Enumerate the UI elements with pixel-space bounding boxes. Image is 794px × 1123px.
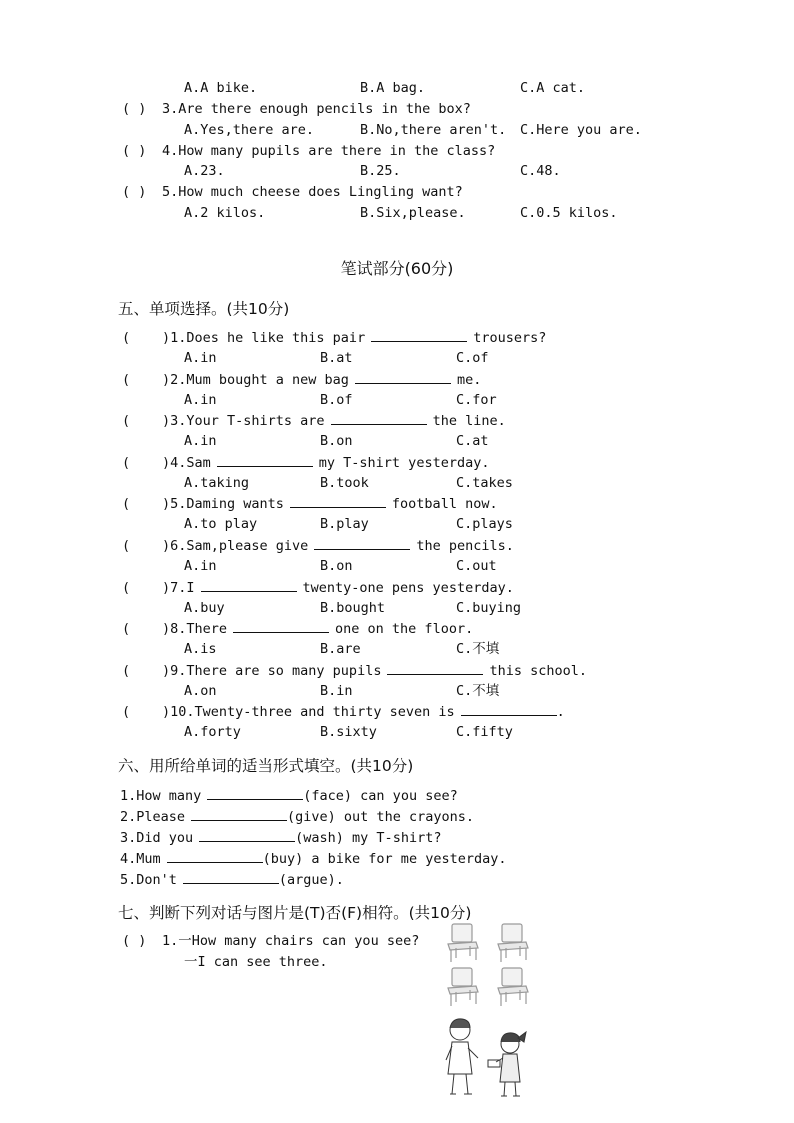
option-a: A.2 kilos. xyxy=(184,205,266,221)
question-post: one on the floor. xyxy=(335,621,474,637)
item-pre: 2.Please xyxy=(120,809,186,825)
item-post: (give) out the crayons. xyxy=(287,809,474,825)
option-a: A.A bike. xyxy=(184,80,258,96)
answer-blank[interactable] xyxy=(207,786,303,800)
answer-paren-open[interactable]: ( xyxy=(122,704,131,720)
question-pre: )10.Twenty-three and thirty seven is xyxy=(162,704,455,720)
answer-blank[interactable] xyxy=(191,807,287,821)
section6-item-4 xyxy=(120,849,506,869)
question-pre: )7.I xyxy=(162,580,195,596)
question-text xyxy=(162,411,506,431)
question-post: trousers? xyxy=(473,330,547,346)
option-a: A.forty xyxy=(184,724,241,740)
option-c: C.buying xyxy=(456,600,522,616)
section6-item-5 xyxy=(120,870,344,890)
section6-item-1 xyxy=(120,786,458,806)
question-text xyxy=(162,494,498,514)
question-text xyxy=(162,370,481,390)
option-c: C.Here you are. xyxy=(520,122,642,138)
answer-blank[interactable] xyxy=(314,536,410,550)
item-post: (wash) my T-shirt? xyxy=(295,830,442,846)
answer-paren[interactable]: ( ) xyxy=(122,101,147,117)
option-b: B.play xyxy=(320,516,369,532)
answer-blank[interactable] xyxy=(199,828,295,842)
question-line2: 一I can see three. xyxy=(184,954,328,970)
item-pre: 3.Did you xyxy=(120,830,194,846)
chair-icon xyxy=(448,924,528,1006)
question-post: football now. xyxy=(391,496,498,512)
answer-blank[interactable] xyxy=(233,619,329,633)
option-c: C.takes xyxy=(456,475,513,491)
option-a: A.23. xyxy=(184,163,225,179)
option-b: B.bought xyxy=(320,600,386,616)
answer-paren-open[interactable]: ( xyxy=(122,330,131,346)
option-a: A.is xyxy=(184,641,217,657)
option-c: C.out xyxy=(456,558,497,574)
question-post: the line. xyxy=(432,413,506,429)
answer-blank[interactable] xyxy=(290,494,386,508)
question-text xyxy=(162,578,514,598)
answer-paren-open[interactable]: ( xyxy=(122,372,131,388)
answer-paren-open[interactable]: ( xyxy=(122,580,131,596)
option-c: C.0.5 kilos. xyxy=(520,205,618,221)
option-c: C.plays xyxy=(456,516,513,532)
answer-paren-open[interactable]: ( xyxy=(122,413,131,429)
option-b: B.on xyxy=(320,558,353,574)
item-post: (face) can you see? xyxy=(303,788,458,804)
option-a: A.in xyxy=(184,350,217,366)
option-a: A.Yes,there are. xyxy=(184,122,315,138)
option-b: B.25. xyxy=(360,163,401,179)
item-pre: 5.Don't xyxy=(120,872,177,888)
answer-paren-open[interactable]: ( xyxy=(122,455,131,471)
section6-item-2 xyxy=(120,807,474,827)
question-post: this school. xyxy=(489,663,587,679)
item-pre: 4.Mum xyxy=(120,851,161,867)
section5-heading: 五、单项选择。(共10分) xyxy=(118,300,290,318)
option-c: C.fifty xyxy=(456,724,513,740)
question-pre: )4.Sam xyxy=(162,455,211,471)
question-pre: )5.Daming wants xyxy=(162,496,284,512)
option-b: B.A bag. xyxy=(360,80,426,96)
option-a: A.in xyxy=(184,433,217,449)
answer-paren[interactable]: ( ) xyxy=(122,933,147,949)
option-c: C.for xyxy=(456,392,497,408)
answer-blank[interactable] xyxy=(167,849,263,863)
woman-figure-icon xyxy=(446,1019,478,1094)
option-c: C.不填 xyxy=(456,641,500,657)
question-text xyxy=(162,619,473,639)
answer-paren-open[interactable]: ( xyxy=(122,621,131,637)
question-post: my T-shirt yesterday. xyxy=(318,455,490,471)
question-text xyxy=(162,328,546,348)
question-pre: )1.Does he like this pair xyxy=(162,330,366,346)
option-c: C.at xyxy=(456,433,489,449)
question-text: 4.How many pupils are there in the class? xyxy=(162,143,496,159)
question-post: me. xyxy=(456,372,482,388)
answer-blank[interactable] xyxy=(183,870,279,884)
option-c: C.48. xyxy=(520,163,561,179)
answer-blank[interactable] xyxy=(371,328,467,342)
question-text: 5.How much cheese does Lingling want? xyxy=(162,184,463,200)
option-a: A.taking xyxy=(184,475,250,491)
item-pre: 1.How many xyxy=(120,788,202,804)
answer-blank[interactable] xyxy=(201,578,297,592)
option-b: B.took xyxy=(320,475,369,491)
option-b: B.at xyxy=(320,350,353,366)
option-a: A.buy xyxy=(184,600,225,616)
question-pre: )9.There are so many pupils xyxy=(162,663,382,679)
question-post: the pencils. xyxy=(416,538,514,554)
answer-paren[interactable]: ( ) xyxy=(122,184,147,200)
question-pre: )8.There xyxy=(162,621,228,637)
question-line1: 1.一How many chairs can you see? xyxy=(162,933,420,949)
option-b: B.are xyxy=(320,641,361,657)
girl-figure-icon xyxy=(488,1032,526,1096)
section7-heading: 七、判断下列对话与图片是(T)否(F)相符。(共10分) xyxy=(118,904,472,922)
chairs-picture xyxy=(442,922,536,1010)
option-a: A.to play xyxy=(184,516,258,532)
question-text xyxy=(162,702,565,722)
section6-heading: 六、用所给单词的适当形式填空。(共10分) xyxy=(118,757,414,775)
option-a: A.in xyxy=(184,392,217,408)
option-b: B.on xyxy=(320,433,353,449)
question-post: . xyxy=(556,704,565,720)
written-section-title: 笔试部分(60分) xyxy=(340,259,454,278)
option-b: B.of xyxy=(320,392,353,408)
question-text xyxy=(162,536,514,556)
question-text: 3.Are there enough pencils in the box? xyxy=(162,101,471,117)
answer-blank[interactable] xyxy=(331,411,427,425)
option-c: C.不填 xyxy=(456,683,500,699)
answer-blank[interactable] xyxy=(217,453,313,467)
answer-blank[interactable] xyxy=(355,370,451,384)
item-post: (buy) a bike for me yesterday. xyxy=(262,851,507,867)
answer-paren[interactable]: ( ) xyxy=(122,143,147,159)
option-c: C.of xyxy=(456,350,489,366)
option-b: B.No,there aren't. xyxy=(360,122,507,138)
option-a: A.on xyxy=(184,683,217,699)
question-pre: )6.Sam,please give xyxy=(162,538,309,554)
item-post: (argue). xyxy=(278,872,344,888)
option-b: B.Six,please. xyxy=(360,205,466,221)
question-pre: )2.Mum bought a new bag xyxy=(162,372,349,388)
option-b: B.in xyxy=(320,683,353,699)
option-a: A.in xyxy=(184,558,217,574)
answer-paren-open[interactable]: ( xyxy=(122,496,131,512)
question-text xyxy=(162,661,587,681)
answer-blank[interactable] xyxy=(461,702,557,716)
girls-picture xyxy=(440,1016,536,1102)
answer-paren-open[interactable]: ( xyxy=(122,538,131,554)
question-post: twenty-one pens yesterday. xyxy=(302,580,514,596)
option-c: C.A cat. xyxy=(520,80,586,96)
answer-paren-open[interactable]: ( xyxy=(122,663,131,679)
answer-blank[interactable] xyxy=(387,661,483,675)
question-pre: )3.Your T-shirts are xyxy=(162,413,325,429)
option-b: B.sixty xyxy=(320,724,377,740)
section6-item-3 xyxy=(120,828,441,848)
question-text xyxy=(162,453,489,473)
